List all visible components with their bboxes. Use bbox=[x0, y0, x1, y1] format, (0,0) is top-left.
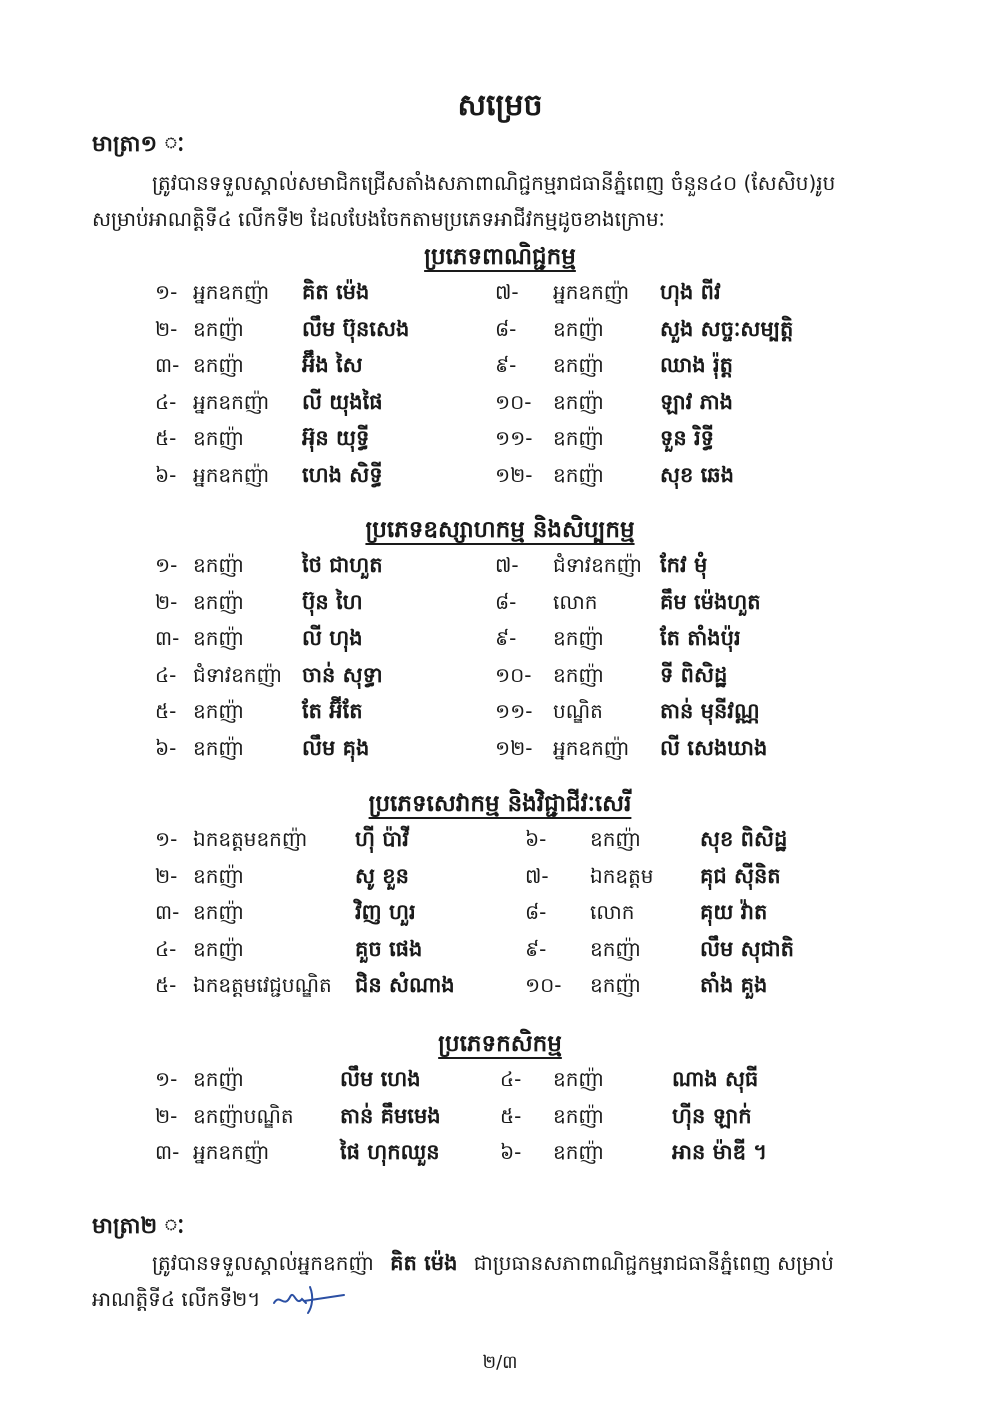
member-row bbox=[0, 698, 1000, 730]
member-title: អ្នកឧកញ៉ា bbox=[553, 736, 630, 760]
member-row bbox=[0, 1139, 1000, 1171]
member-number: ៣- bbox=[155, 353, 180, 378]
member-number: ១- bbox=[155, 827, 178, 851]
member-row bbox=[0, 316, 1000, 348]
member-title: លោក bbox=[590, 900, 635, 925]
member-row bbox=[0, 589, 1000, 621]
category-commerce-heading: ប្រភេទពាណិជ្ជកម្ម bbox=[424, 244, 576, 270]
article-2-line-1 bbox=[152, 1250, 834, 1281]
member-number: ១០- bbox=[495, 662, 532, 687]
member-title: ឧកញ៉ា bbox=[193, 316, 244, 341]
member-name: លឹម ហេង bbox=[340, 1067, 421, 1091]
member-name: លឹម ប៊ុនសេង bbox=[302, 316, 410, 341]
article-2-president-name: គិត ម៉េង bbox=[390, 1251, 458, 1275]
member-row bbox=[0, 1103, 1000, 1135]
member-number: ៤- bbox=[500, 1067, 522, 1091]
member-name: លី យុងផៃ bbox=[302, 389, 383, 414]
member-name: សួង សច្ចៈសម្បត្តិ bbox=[660, 316, 794, 341]
member-title: ឧកញ៉ា bbox=[553, 426, 604, 451]
member-name: ផៃ ហុកឈួន bbox=[340, 1140, 440, 1165]
member-number: ៣- bbox=[155, 626, 180, 651]
member-name: សុខ ឆេង bbox=[660, 463, 734, 487]
member-name: សូ ខួន bbox=[355, 863, 409, 888]
article-1-heading: មាត្រា១ ៈ bbox=[92, 132, 185, 157]
article-2-text-pre: ត្រូវបានទទួលស្គាល់អ្នកឧកញ៉ា bbox=[152, 1251, 374, 1275]
member-number: ៤- bbox=[155, 662, 177, 687]
member-row bbox=[0, 425, 1000, 457]
member-name: តែ អ៊ីតែ bbox=[302, 699, 363, 724]
member-number: ២- bbox=[155, 589, 178, 614]
member-title: ឧកញ៉ា bbox=[193, 699, 244, 724]
member-title: ឧកញ៉ា bbox=[553, 1103, 604, 1128]
member-name: គឹម ម៉េងហួត bbox=[660, 589, 761, 614]
member-number: ៣- bbox=[155, 900, 180, 925]
member-name: តាន់ មុនីវណ្ណ bbox=[660, 699, 760, 724]
member-name: អ៊ឹង សៃ bbox=[302, 353, 363, 378]
member-name: គុយ វ៉ាត bbox=[700, 900, 768, 925]
member-number: ១- bbox=[155, 553, 178, 577]
article-2-text-post: ជាប្រធានសភាពាណិជ្ជកម្មរាជធានីភ្នំពេញ សម្រាប់ bbox=[473, 1251, 834, 1275]
member-row bbox=[0, 863, 1000, 895]
category-services-heading: ប្រភេទសេវាកម្ម និងវិជ្ជាជីវៈសេរី bbox=[368, 791, 632, 817]
member-number: ៧- bbox=[495, 553, 519, 577]
category-agriculture-heading: ប្រភេទកសិកម្ម bbox=[438, 1031, 562, 1057]
member-title: ជំទាវឧកញ៉ា bbox=[193, 662, 282, 687]
member-name: តាន់ គឹមមេង bbox=[340, 1103, 441, 1128]
member-row bbox=[0, 552, 1000, 584]
member-number: ៦- bbox=[500, 1140, 522, 1165]
member-name: ថៃ ជាហួត bbox=[302, 553, 383, 577]
member-name: គួច ផេង bbox=[355, 936, 423, 961]
member-number: ១០- bbox=[525, 973, 562, 998]
member-name: ចាន់ សុទ្ធា bbox=[302, 662, 383, 687]
member-title: ឧកញ៉ា bbox=[193, 736, 244, 760]
member-title: ឧកញ៉ា bbox=[590, 936, 641, 961]
member-number: ២- bbox=[155, 863, 178, 888]
article-2-line-2: អាណត្តិទី៤ លើកទី២។ bbox=[92, 1287, 261, 1311]
member-number: ១១- bbox=[495, 426, 533, 451]
page-number: ២/៣ bbox=[482, 1352, 518, 1373]
member-number: ៩- bbox=[495, 353, 517, 378]
member-number: ៦- bbox=[155, 463, 177, 487]
member-title: ឯកឧត្តមឧកញ៉ា bbox=[193, 827, 308, 851]
member-name: វិញ ហួរ bbox=[355, 900, 416, 925]
member-title: ឧកញ៉ា bbox=[193, 863, 244, 888]
member-name: ហុង ពីវ bbox=[660, 280, 721, 304]
member-title: ឯកឧត្តមវេជ្ជបណ្ឌិត bbox=[193, 973, 332, 998]
member-title: ឧកញ៉ា bbox=[553, 626, 604, 651]
member-name: ជិន សំណាង bbox=[355, 973, 455, 998]
member-title: ឧកញ៉ា bbox=[193, 553, 244, 577]
initials-signature bbox=[270, 1279, 350, 1315]
member-name: ណាង សុធី bbox=[672, 1067, 759, 1091]
member-name: ឈាង រ៉ុត្ត bbox=[660, 353, 733, 378]
member-name: លឹម សុជាតិ bbox=[700, 936, 794, 961]
member-name: ទួន រិទ្ធី bbox=[660, 426, 714, 451]
article-1-line-2: សម្រាប់អាណត្តិទី៤ លើកទី២ ដែលបែងចែកតាមប្រភេទអាជីវកម្មដូចខាងក្រោមៈ bbox=[92, 207, 665, 231]
member-title: បណ្ឌិត bbox=[553, 699, 603, 724]
member-number: ៥- bbox=[155, 426, 177, 451]
member-title: ឧកញ៉ា bbox=[553, 1140, 604, 1165]
member-title: ឧកញ៉ា bbox=[553, 662, 604, 687]
member-title: ឧកញ៉ា bbox=[193, 589, 244, 614]
category-industry-heading: ប្រភេទឧស្សាហកម្ម និងសិប្បកម្ម bbox=[365, 517, 635, 543]
member-name: គិត ម៉េង bbox=[302, 280, 370, 304]
member-title: ឧកញ៉ា bbox=[193, 900, 244, 925]
member-title: ឧកញ៉ា bbox=[553, 316, 604, 341]
member-number: ១២- bbox=[495, 463, 533, 487]
member-row bbox=[0, 462, 1000, 494]
member-row bbox=[0, 899, 1000, 931]
member-title: ឧកញ៉ា bbox=[553, 389, 604, 414]
member-number: ១- bbox=[155, 1067, 178, 1091]
member-number: ៧- bbox=[525, 863, 549, 888]
member-number: ១- bbox=[155, 280, 178, 304]
member-title: ឯកឧត្តម bbox=[590, 863, 654, 888]
article-2-heading: មាត្រា២ ៈ bbox=[92, 1214, 185, 1239]
member-name: គុជ ស៊ីនិត bbox=[700, 863, 781, 888]
member-title: ឧកញ៉ា bbox=[590, 973, 641, 998]
member-title: អ្នកឧកញ៉ា bbox=[193, 280, 270, 304]
member-number: ៦- bbox=[525, 827, 547, 851]
member-row bbox=[0, 279, 1000, 311]
member-row bbox=[0, 352, 1000, 384]
member-number: ២- bbox=[155, 1103, 178, 1128]
member-title: ឧកញ៉ា bbox=[193, 626, 244, 651]
member-number: ៥- bbox=[155, 973, 177, 998]
member-number: ៥- bbox=[155, 699, 177, 724]
member-title: អ្នកឧកញ៉ា bbox=[193, 1140, 270, 1165]
member-name: អ៊ុន យុទ្ធី bbox=[302, 426, 370, 451]
member-name: លឹម គុង bbox=[302, 736, 370, 760]
member-number: ៨- bbox=[525, 900, 547, 925]
member-name: ប៊ុន ហៃ bbox=[302, 589, 363, 614]
member-name: ហ៊ីន ឡាក់ bbox=[672, 1103, 752, 1128]
member-name: លី ហុង bbox=[302, 626, 363, 651]
member-title: អ្នកឧកញ៉ា bbox=[193, 389, 270, 414]
member-number: ៤- bbox=[155, 936, 177, 961]
member-number: ៨- bbox=[495, 589, 517, 614]
member-row bbox=[0, 625, 1000, 657]
member-title: ឧកញ៉ា bbox=[193, 426, 244, 451]
decision-title: សម្រេច bbox=[457, 88, 543, 123]
member-row bbox=[0, 972, 1000, 1004]
member-name: តាំង គួង bbox=[700, 973, 768, 998]
member-number: ១១- bbox=[495, 699, 533, 724]
member-number: ៣- bbox=[155, 1140, 180, 1165]
member-title: ឧកញ៉ា bbox=[193, 936, 244, 961]
member-row bbox=[0, 735, 1000, 767]
member-row bbox=[0, 389, 1000, 421]
member-number: ៥- bbox=[500, 1103, 522, 1128]
member-title: អ្នកឧកញ៉ា bbox=[193, 463, 270, 487]
member-title: អ្នកឧកញ៉ា bbox=[553, 280, 630, 304]
member-row bbox=[0, 662, 1000, 694]
member-title: ឧកញ៉ា bbox=[553, 463, 604, 487]
member-name: លី សេងឃាង bbox=[660, 736, 768, 760]
member-number: ៤- bbox=[155, 389, 177, 414]
member-title: ឧកញ៉ា bbox=[193, 1067, 244, 1091]
member-title: ឧកញ៉ា bbox=[553, 353, 604, 378]
member-number: ៧- bbox=[495, 280, 519, 304]
member-title: ឧកញ៉ា bbox=[590, 827, 641, 851]
member-number: ២- bbox=[155, 316, 178, 341]
member-number: ៦- bbox=[155, 736, 177, 760]
member-name: ហ៊ី ប៉ាវី bbox=[355, 827, 409, 851]
member-name: ហេង សិទ្ធី bbox=[302, 463, 383, 487]
member-title: ជំទាវឧកញ៉ា bbox=[553, 553, 642, 577]
member-row bbox=[0, 826, 1000, 858]
member-name: អាន ម៉ាឌី ។ bbox=[672, 1140, 768, 1165]
member-title: លោក bbox=[553, 589, 598, 614]
member-number: ៨- bbox=[495, 316, 517, 341]
member-name: ឡាវ ភាង bbox=[660, 389, 733, 414]
member-title: ឧកញ៉ា bbox=[193, 353, 244, 378]
member-name: តែ តាំងប៉ុរ bbox=[660, 626, 741, 651]
member-title: ឧកញ៉ា bbox=[553, 1067, 604, 1091]
member-row bbox=[0, 1066, 1000, 1098]
member-name: សុខ ពិសិដ្ឋ bbox=[700, 827, 788, 851]
member-number: ១០- bbox=[495, 389, 532, 414]
member-number: ៩- bbox=[495, 626, 517, 651]
member-name: កែវ មុំ bbox=[660, 553, 708, 577]
member-number: ១២- bbox=[495, 736, 533, 760]
member-row bbox=[0, 936, 1000, 968]
member-title: ឧកញ៉ាបណ្ឌិត bbox=[193, 1103, 294, 1128]
article-1-line-1: ត្រូវបានទទួលស្គាល់សមាជិកជ្រើសតាំងសភាពាណិជ្ជកម្មរាជធានីភ្នំពេញ ចំនួន៤០ (សែសិប)រូប bbox=[152, 171, 836, 195]
member-number: ៩- bbox=[525, 936, 547, 961]
member-name: ទី ពិសិដ្ឋ bbox=[660, 662, 728, 687]
